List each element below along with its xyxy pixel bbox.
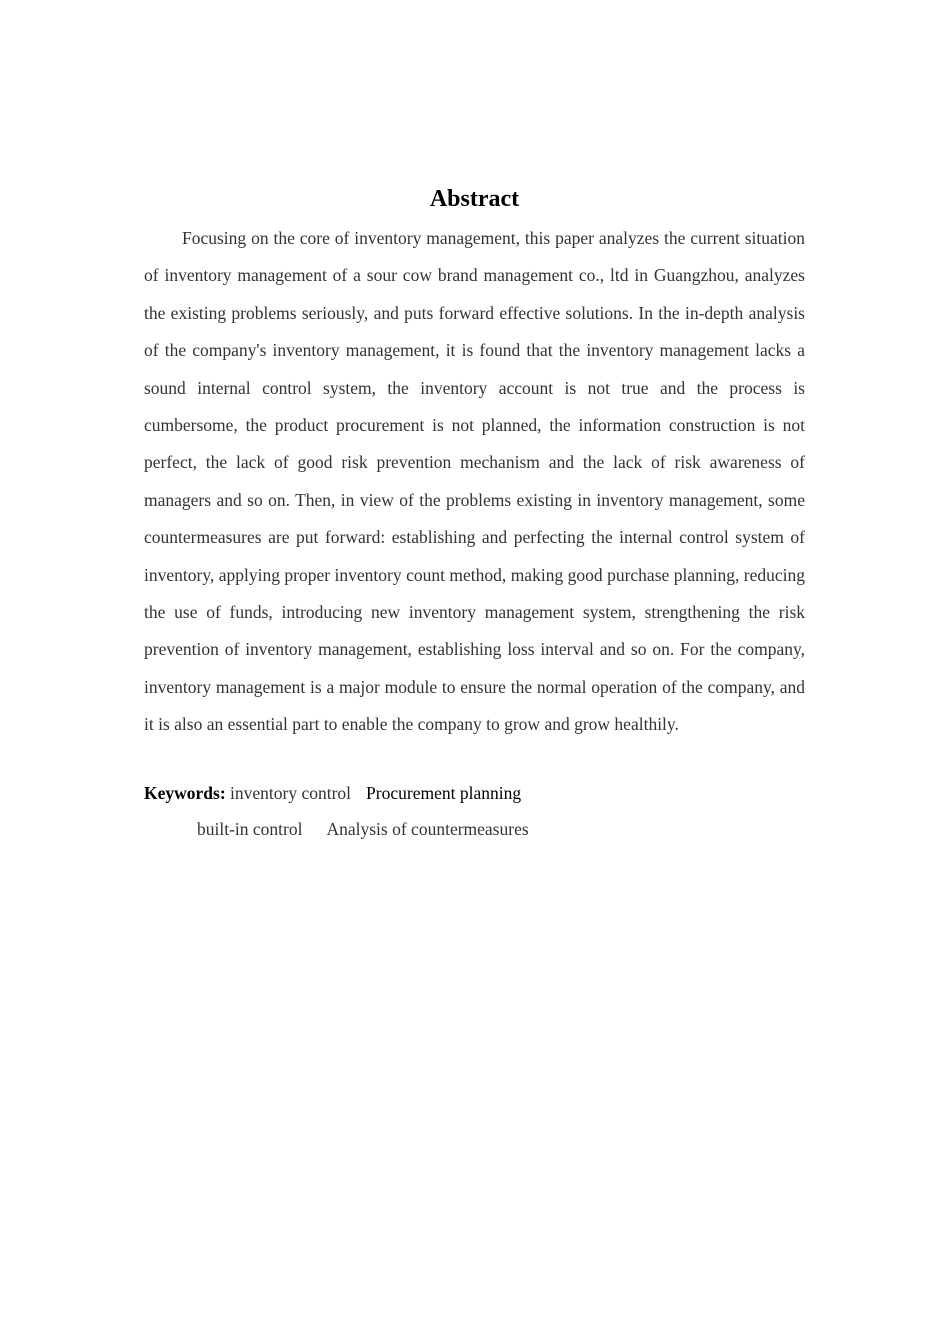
abstract-body: Focusing on the core of inventory management, this paper analyzes the current situation of inventory management of a sour cow brand management co., ltd in Guangzhou, analyzes the existing problems seriously, and puts forward effective solutions. In the in-depth analysis of the company's inventory management, it is found that the inventory management lacks a sound internal control system, the inventory account is not true and the process is cumbersome, the product procurement is not planned, the information construction is not perfect, the lack of good risk prevention mechanism and the lack of risk awareness of managers and so on. Then, in view of the problems existing in inventory management, some countermeasures are put forward: establishing and perfecting the internal control system of inventory, applying proper inventory count method, making good purchase planning, reducing the use of funds, introducing new inventory management system, strengthening the risk prevention of inventory management, establishing loss interval and so on. For the company, inventory management is a major module to ensure the normal operation of the company, and it is also an essential part to enable the company to grow and grow healthily.: [144, 228, 805, 735]
keyword-item: inventory control: [230, 782, 352, 803]
keywords-label: Keywords:: [144, 782, 226, 803]
keyword-item: Procurement planning: [366, 782, 522, 803]
abstract-page: [144, 182, 805, 842]
keywords-line: [144, 780, 805, 806]
page-title: Abstract: [429, 186, 520, 212]
keywords-line-continued: [144, 816, 805, 842]
keyword-item: built-in control: [197, 818, 303, 839]
keyword-item: Analysis of countermeasures: [326, 818, 529, 839]
